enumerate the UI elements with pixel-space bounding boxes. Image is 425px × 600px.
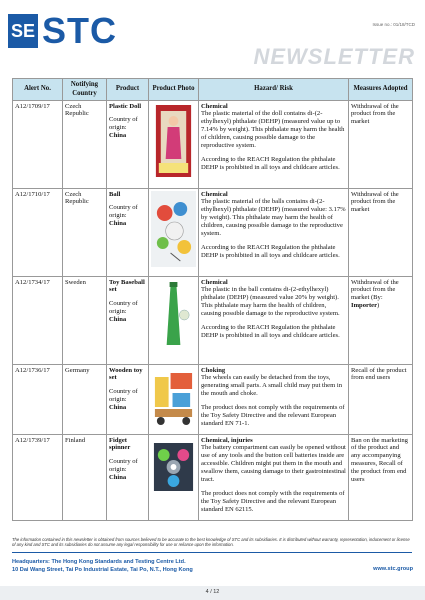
- origin-value: China: [109, 132, 127, 140]
- country-cell: Sweden: [63, 277, 107, 365]
- origin-value: China: [109, 220, 127, 228]
- hazard-cell: [199, 101, 349, 189]
- wooden-toy-photo: [151, 367, 196, 427]
- product-cell: [107, 435, 149, 521]
- hazard-cell: [199, 365, 349, 435]
- col-header-photo: Product Photo: [149, 79, 199, 101]
- measures-text: Withdrawal of the product from the market (By:: [351, 278, 399, 302]
- col-header-hazard: Hazard/ Risk: [199, 79, 349, 101]
- newsletter-title: NEWSLETTER: [253, 44, 415, 69]
- origin-label: Country of origin:: [109, 458, 138, 474]
- origin-label: Country of origin:: [109, 204, 138, 220]
- country-cell: Czech Republic: [63, 189, 107, 277]
- disclaimer-text: The information contained in this newsletter is obtained from sources believed to be accurate to the best knowledge of STC and its subsidiaries. It is distributed without warranty, representation, inducement or license of any kind and STC and its subsidiaries do not assume any legal responsibility for use or reliance upon the information.: [12, 537, 410, 548]
- table-row: [13, 435, 413, 521]
- table-row: [13, 189, 413, 277]
- alert-no-cell: A12/1739/17: [13, 435, 63, 521]
- hazard-description: The plastic material of the doll contains di-(2-ethylhexyl) phthalate (DEHP) (measured value up to 7.14% by weight). This phthalate may harm the health of children, causing possible damage to the reproductive system.: [201, 110, 345, 150]
- origin-label: Country of origin:: [109, 116, 138, 132]
- page-header: [0, 0, 425, 70]
- hazard-regulation: According to the REACH Regulation the phthalate DEHP is prohibited in all toys and childcare articles.: [201, 243, 340, 259]
- alert-table: [12, 78, 413, 521]
- country-cell: Finland: [63, 435, 107, 521]
- col-header-product: Product: [107, 79, 149, 101]
- hq-line-2: 10 Dai Wang Street, Tai Po Industrial Estate, Tai Po, N.T., Hong Kong: [12, 566, 193, 573]
- origin-value: China: [109, 316, 127, 324]
- hazard-description: The wheels can easily be detached from the toys, generating small parts. A small child may put them in the mouth and choke.: [201, 374, 343, 398]
- footer-divider: [12, 552, 412, 553]
- photo-cell: [149, 189, 199, 277]
- col-header-country: Notifying Country: [63, 79, 107, 101]
- hazard-description: The plastic in the ball contains di-(2-ethylhexyl) phthalate (DEHP) (measured value 20% by weight). This phthalate may harm the health of children, causing possible damage to the reproductive system.: [201, 286, 340, 318]
- baseball-bat-photo: [151, 279, 196, 355]
- hq-line-1: Headquarters: The Hong Kong Standards and Testing Centre Ltd.: [12, 559, 186, 565]
- hazard-cell: [199, 435, 349, 521]
- measures-cell: Withdrawal of the product from the market: [349, 101, 413, 189]
- origin-value: China: [109, 404, 127, 412]
- col-header-measures: Measures Adopted: [349, 79, 413, 101]
- product-cell: [107, 365, 149, 435]
- country-cell: Czech Republic: [63, 101, 107, 189]
- headquarters-address: [12, 559, 193, 574]
- measures-by: Importer: [351, 302, 377, 310]
- origin-value: China: [109, 474, 127, 482]
- hazard-regulation: The product does not comply with the requirements of the Toy Safety Directive and the relevant European standard EN 62115.: [201, 489, 345, 513]
- col-header-alert-no: Alert No.: [13, 79, 63, 101]
- product-name: Toy Baseball set: [109, 278, 145, 294]
- table-row: [13, 101, 413, 189]
- alert-no-cell: A12/1736/17: [13, 365, 63, 435]
- hazard-description: The battery compartment can easily be opened without use of any tools and the button cell batteries inside are accessible. Children might put them in the mouth and swallow them, causing damage to their gastrointestinal tract.: [201, 444, 346, 484]
- fidget-spinner-photo: [151, 437, 196, 497]
- product-name: Wooden toy set: [109, 366, 143, 382]
- hazard-type: Chemical: [201, 190, 228, 198]
- table-row: [13, 365, 413, 435]
- hazard-regulation: According to the REACH Regulation the phthalate DEHP is prohibited in all toys and childcare articles.: [201, 155, 340, 171]
- photo-cell: [149, 365, 199, 435]
- photo-cell: [149, 435, 199, 521]
- balls-photo: [151, 191, 196, 267]
- hazard-cell: [199, 277, 349, 365]
- hazard-type: Chemical: [201, 102, 228, 110]
- product-cell: [107, 189, 149, 277]
- hazard-type: Chemical, injuries: [201, 436, 253, 444]
- doll-photo: [151, 103, 196, 179]
- alert-table-wrapper: [12, 78, 412, 521]
- measures-cell: Recall of the product from end users: [349, 365, 413, 435]
- alert-no-cell: A12/1709/17: [13, 101, 63, 189]
- alert-no-cell: A12/1710/17: [13, 189, 63, 277]
- product-cell: [107, 101, 149, 189]
- measures-close: ): [377, 302, 380, 310]
- stc-logo-text: STC: [42, 10, 117, 51]
- photo-cell: [149, 277, 199, 365]
- hazard-type: Chemical: [201, 278, 228, 286]
- hazard-regulation: According to the REACH Regulation the phthalate DEHP is prohibited in all toys and childcare articles.: [201, 324, 340, 339]
- website-link[interactable]: www.stc.group: [373, 566, 413, 572]
- origin-label: Country of origin:: [109, 388, 138, 404]
- country-cell: Germany: [63, 365, 107, 435]
- product-cell: [107, 277, 149, 365]
- photo-cell: [149, 101, 199, 189]
- table-header-row: [13, 79, 413, 101]
- alert-no-cell: A12/1734/17: [13, 277, 63, 365]
- table-row: [13, 277, 413, 365]
- product-name: Plastic Doll: [109, 102, 142, 110]
- hazard-regulation: The product does not comply with the requirements of the Toy Safety Directive and the relevant European standard EN 71-1.: [201, 404, 345, 427]
- page-number: 4 / 12: [205, 589, 220, 595]
- hazard-type: Choking: [201, 366, 226, 374]
- measures-cell: Withdrawal of the product from the market: [349, 189, 413, 277]
- origin-label: Country of origin:: [109, 300, 138, 316]
- product-name: Ball: [109, 190, 121, 198]
- hazard-cell: [199, 189, 349, 277]
- hazard-description: The plastic material of the balls contains di-(2-ethylhexyl) phthalate (DEHP) (measured value: 3.17% by weight). This phthalate may harm the health of children, causing possible damage to the reproductive system.: [201, 198, 346, 238]
- stc-logo-mark: SE: [8, 14, 38, 48]
- measures-cell: Ban on the marketing of the product and any accompanying measures, Recall of the product from end users: [349, 435, 413, 521]
- measures-cell: [349, 277, 413, 365]
- issue-number: Issue no.: 01/18/TCD: [372, 22, 415, 27]
- product-name: Fidget spinner: [109, 436, 131, 452]
